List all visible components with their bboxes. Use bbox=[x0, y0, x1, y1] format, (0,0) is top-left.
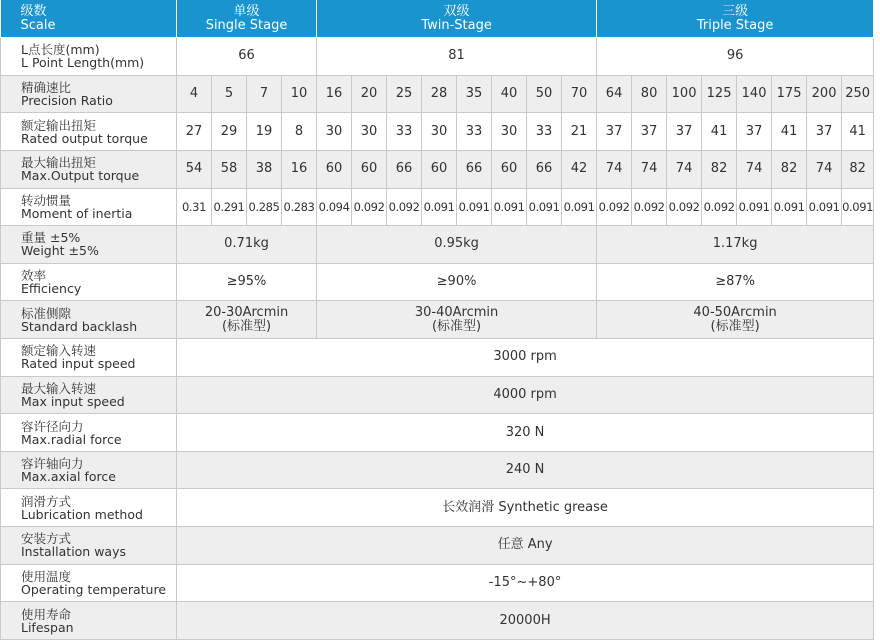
header-triple-stage bbox=[597, 0, 874, 38]
cell-triple bbox=[597, 301, 874, 339]
ratio-cell: 20 bbox=[352, 75, 387, 113]
inertia-cell: 0.092 bbox=[632, 188, 667, 226]
label-cn: 精确速比 bbox=[21, 80, 72, 96]
label-cn: 润滑方式 bbox=[21, 493, 72, 509]
inertia-cell: 0.091 bbox=[422, 188, 457, 226]
inertia-cell: 0.091 bbox=[492, 188, 527, 226]
ratio-cell: 140 bbox=[737, 75, 772, 113]
rated-torque-cell: 41 bbox=[702, 113, 737, 151]
inertia-cell: 0.091 bbox=[842, 188, 874, 226]
row-max-torque bbox=[1, 150, 874, 188]
label-en: Lifespan bbox=[21, 619, 74, 635]
label-en: Precision Ratio bbox=[21, 93, 113, 109]
cell-single: 66 bbox=[177, 38, 317, 76]
ratio-cell: 7 bbox=[247, 75, 282, 113]
max-torque-cell: 74 bbox=[667, 150, 702, 188]
label-en: Weight ±5% bbox=[21, 243, 99, 259]
ratio-cell: 25 bbox=[387, 75, 422, 113]
rated-torque-cell: 37 bbox=[807, 113, 842, 151]
header-twin-stage bbox=[317, 0, 597, 38]
cell-all: 240 N bbox=[177, 451, 874, 489]
inertia-cell: 0.291 bbox=[212, 188, 247, 226]
label-en: Efficiency bbox=[21, 281, 82, 297]
label-cn: 额定输出扭矩 bbox=[21, 117, 97, 133]
cell-all: 长效润滑 Synthetic grease bbox=[177, 489, 874, 527]
inertia-cell: 0.091 bbox=[737, 188, 772, 226]
rated-torque-cell: 27 bbox=[177, 113, 212, 151]
label-cn: 最大输出扭矩 bbox=[21, 155, 97, 171]
label-en: Standard backlash bbox=[21, 318, 138, 334]
ratio-cell: 28 bbox=[422, 75, 457, 113]
cell-triple: 1.17kg bbox=[597, 226, 874, 264]
cell-all: 任意 Any bbox=[177, 527, 874, 565]
header-twin-cn: 双级 bbox=[443, 3, 470, 19]
label-en: Rated output torque bbox=[21, 130, 148, 146]
inertia-cell: 0.283 bbox=[282, 188, 317, 226]
rated-torque-cell: 30 bbox=[422, 113, 457, 151]
inertia-cell: 0.091 bbox=[562, 188, 597, 226]
label-cn: 标准侧隙 bbox=[21, 305, 72, 321]
label-cn: 最大输入转速 bbox=[21, 380, 97, 396]
header-scale-cn: 级数 bbox=[20, 3, 47, 19]
row-length bbox=[1, 38, 874, 76]
ratio-cell: 125 bbox=[702, 75, 737, 113]
rated-torque-cell: 33 bbox=[457, 113, 492, 151]
row-label bbox=[1, 226, 177, 264]
label-cn: 安装方式 bbox=[21, 531, 72, 547]
rated-torque-cell: 30 bbox=[352, 113, 387, 151]
inertia-cell: 0.092 bbox=[597, 188, 632, 226]
header-triple-en: Triple Stage bbox=[696, 17, 774, 33]
max-torque-cell: 60 bbox=[492, 150, 527, 188]
inertia-cell: 0.092 bbox=[702, 188, 737, 226]
max-torque-cell: 60 bbox=[422, 150, 457, 188]
label-cn: 容许径向力 bbox=[21, 418, 84, 434]
cell-single: 0.71kg bbox=[177, 226, 317, 264]
rated-torque-cell: 37 bbox=[737, 113, 772, 151]
row-rated-speed bbox=[1, 338, 874, 376]
ratio-cell: 80 bbox=[632, 75, 667, 113]
label-en: L Point Length(mm) bbox=[21, 55, 145, 71]
row-label bbox=[1, 527, 177, 565]
label-cn: 容许轴向力 bbox=[21, 456, 84, 472]
label-cn: L点长度(mm) bbox=[21, 42, 100, 58]
label-cn: 重量 ±5% bbox=[21, 230, 81, 246]
backlash-value: 40-50Arcmin bbox=[693, 304, 777, 320]
ratio-cell: 10 bbox=[282, 75, 317, 113]
label-en: Max.radial force bbox=[21, 431, 122, 447]
max-torque-cell: 54 bbox=[177, 150, 212, 188]
cell-twin: ≥90% bbox=[317, 263, 597, 301]
row-label bbox=[1, 338, 177, 376]
cell-twin: 0.95kg bbox=[317, 226, 597, 264]
inertia-cell: 0.092 bbox=[387, 188, 422, 226]
inertia-cell: 0.091 bbox=[457, 188, 492, 226]
header-single-stage bbox=[177, 0, 317, 38]
cell-all: 3000 rpm bbox=[177, 338, 874, 376]
header-scale-en: Scale bbox=[20, 17, 56, 33]
rated-torque-cell: 21 bbox=[562, 113, 597, 151]
rated-torque-cell: 19 bbox=[247, 113, 282, 151]
row-label bbox=[1, 376, 177, 414]
row-radial-force bbox=[1, 414, 874, 452]
max-torque-cell: 60 bbox=[317, 150, 352, 188]
rated-torque-cell: 29 bbox=[212, 113, 247, 151]
max-torque-cell: 74 bbox=[737, 150, 772, 188]
rated-torque-cell: 37 bbox=[667, 113, 702, 151]
rated-torque-cell: 33 bbox=[387, 113, 422, 151]
row-axial-force bbox=[1, 451, 874, 489]
row-weight bbox=[1, 226, 874, 264]
row-backlash bbox=[1, 301, 874, 339]
row-label bbox=[1, 301, 177, 339]
row-label bbox=[1, 602, 177, 640]
backlash-note: (标准型) bbox=[710, 318, 760, 334]
cell-all: -15°~+80° bbox=[177, 564, 874, 602]
max-torque-cell: 66 bbox=[527, 150, 562, 188]
label-cn: 转动惯量 bbox=[21, 192, 72, 208]
inertia-cell: 0.091 bbox=[527, 188, 562, 226]
cell-triple: 96 bbox=[597, 38, 874, 76]
label-en: Operating temperature bbox=[21, 581, 167, 597]
header-row bbox=[1, 0, 874, 38]
row-label bbox=[1, 188, 177, 226]
row-label bbox=[1, 489, 177, 527]
row-label bbox=[1, 414, 177, 452]
header-single-en: Single Stage bbox=[205, 17, 288, 33]
inertia-cell: 0.092 bbox=[352, 188, 387, 226]
label-en: Max.axial force bbox=[21, 469, 116, 485]
ratio-cell: 50 bbox=[527, 75, 562, 113]
rated-torque-cell: 37 bbox=[597, 113, 632, 151]
ratio-cell: 175 bbox=[772, 75, 807, 113]
label-cn: 效率 bbox=[21, 268, 47, 284]
max-torque-cell: 60 bbox=[352, 150, 387, 188]
label-cn: 额定输入转速 bbox=[21, 343, 97, 359]
backlash-note: (标准型) bbox=[221, 318, 272, 334]
backlash-value: 20-30Arcmin bbox=[204, 304, 289, 320]
rated-torque-cell: 41 bbox=[772, 113, 807, 151]
row-rated-torque bbox=[1, 113, 874, 151]
max-torque-cell: 82 bbox=[702, 150, 737, 188]
max-torque-cell: 42 bbox=[562, 150, 597, 188]
cell-twin bbox=[317, 301, 597, 339]
label-cn: 使用温度 bbox=[21, 568, 72, 584]
max-torque-cell: 58 bbox=[212, 150, 247, 188]
inertia-cell: 0.31 bbox=[177, 188, 212, 226]
inertia-cell: 0.092 bbox=[667, 188, 702, 226]
row-label bbox=[1, 451, 177, 489]
rated-torque-cell: 33 bbox=[527, 113, 562, 151]
inertia-cell: 0.285 bbox=[247, 188, 282, 226]
ratio-cell: 16 bbox=[317, 75, 352, 113]
cell-single: ≥95% bbox=[177, 263, 317, 301]
max-torque-cell: 38 bbox=[247, 150, 282, 188]
rated-torque-cell: 41 bbox=[842, 113, 874, 151]
rated-torque-cell: 30 bbox=[492, 113, 527, 151]
label-en: Max.Output torque bbox=[21, 168, 140, 184]
max-torque-cell: 66 bbox=[387, 150, 422, 188]
max-torque-cell: 82 bbox=[772, 150, 807, 188]
row-inertia bbox=[1, 188, 874, 226]
max-torque-cell: 82 bbox=[842, 150, 874, 188]
ratio-cell: 100 bbox=[667, 75, 702, 113]
row-efficiency bbox=[1, 263, 874, 301]
inertia-cell: 0.094 bbox=[317, 188, 352, 226]
cell-all: 4000 rpm bbox=[177, 376, 874, 414]
row-lubrication bbox=[1, 489, 874, 527]
backlash-value: 30-40Arcmin bbox=[414, 304, 499, 320]
cell-all: 20000H bbox=[177, 602, 874, 640]
header-twin-en: Twin-Stage bbox=[421, 17, 492, 33]
row-temperature bbox=[1, 564, 874, 602]
max-torque-cell: 66 bbox=[457, 150, 492, 188]
row-installation bbox=[1, 527, 874, 565]
cell-triple: ≥87% bbox=[597, 263, 874, 301]
rated-torque-cell: 30 bbox=[317, 113, 352, 151]
label-en: Rated input speed bbox=[21, 356, 136, 372]
ratio-cell: 5 bbox=[212, 75, 247, 113]
rated-torque-cell: 37 bbox=[632, 113, 667, 151]
inertia-cell: 0.091 bbox=[772, 188, 807, 226]
ratio-cell: 40 bbox=[492, 75, 527, 113]
cell-single bbox=[177, 301, 317, 339]
max-torque-cell: 16 bbox=[282, 150, 317, 188]
ratio-cell: 64 bbox=[597, 75, 632, 113]
ratio-cell: 4 bbox=[177, 75, 212, 113]
row-label bbox=[1, 263, 177, 301]
row-ratio bbox=[1, 75, 874, 113]
label-en: Max input speed bbox=[21, 393, 125, 409]
row-max-speed bbox=[1, 376, 874, 414]
ratio-cell: 200 bbox=[807, 75, 842, 113]
rated-torque-cell: 8 bbox=[282, 113, 317, 151]
ratio-cell: 35 bbox=[457, 75, 492, 113]
cell-twin: 81 bbox=[317, 38, 597, 76]
inertia-cell: 0.091 bbox=[807, 188, 842, 226]
header-scale bbox=[1, 0, 177, 38]
label-en: Moment of inertia bbox=[21, 205, 133, 221]
header-triple-cn: 三级 bbox=[722, 3, 749, 19]
ratio-cell: 70 bbox=[562, 75, 597, 113]
max-torque-cell: 74 bbox=[632, 150, 667, 188]
max-torque-cell: 74 bbox=[807, 150, 842, 188]
backlash-note: (标准型) bbox=[431, 318, 482, 334]
row-label bbox=[1, 113, 177, 151]
max-torque-cell: 74 bbox=[597, 150, 632, 188]
row-label bbox=[1, 75, 177, 113]
cell-all: 320 N bbox=[177, 414, 874, 452]
label-cn: 使用寿命 bbox=[21, 606, 72, 622]
label-en: Lubrication method bbox=[21, 506, 143, 522]
row-label bbox=[1, 38, 177, 76]
row-lifespan bbox=[1, 602, 874, 640]
header-single-cn: 单级 bbox=[233, 3, 260, 19]
row-label bbox=[1, 564, 177, 602]
label-en: Installation ways bbox=[21, 544, 126, 560]
ratio-cell: 250 bbox=[842, 75, 874, 113]
row-label bbox=[1, 150, 177, 188]
